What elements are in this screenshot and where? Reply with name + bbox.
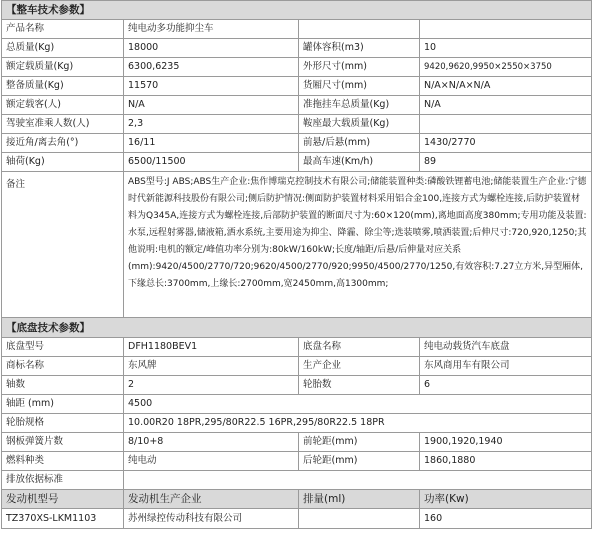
field-label: 排放依据标准 bbox=[2, 471, 124, 490]
field-value: 18000 bbox=[124, 39, 299, 58]
field-label: 轮胎数 bbox=[299, 376, 420, 395]
remarks-text: ABS型号:J ABS;ABS生产企业:焦作博瑞克控制技术有限公司;储能装置种类:磷酸铁锂蓄电池;储能装置生产企业:宁德时代新能源科技股份有限公司;侧后防护情况:侧面防护装置材料采用铝合金100,连接方式为螺栓连接,后防护装置材料为Q345A,连接方式为螺栓连接,后部防护装置的断面尺寸为:60×120(mm),离地面高度380mm;专用功能及装置:水泵,远程射雾器,储液箱,洒水系统,主要用途为抑尘、降霾、除尘等;选装喷雾,喷洒装置;后伸尺寸:720,920,1250;其他说明:电机的额定/峰值功率分别为:80kW/160kW;长度/轴距/后悬/后伸量对应关系(mm):9420/4500/2770/720;9620/4500/2770/920;9950/4500/2770/1250,有效容积:7.27立方米,异型厢体,下缘总长:3700mm,上缘长:2700mm,宽2450mm,高1300mm; bbox=[124, 172, 592, 318]
table-row bbox=[2, 357, 592, 376]
field-label: 生产企业 bbox=[299, 357, 420, 376]
field-value: 东风商用车有限公司 bbox=[420, 357, 592, 376]
engine-displacement bbox=[299, 509, 420, 529]
field-label: 底盘型号 bbox=[2, 338, 124, 357]
field-value: 4500 bbox=[124, 395, 592, 414]
field-label: 燃料种类 bbox=[2, 452, 124, 471]
field-label: 前悬/后悬(mm) bbox=[299, 134, 420, 153]
field-label: 底盘名称 bbox=[299, 338, 420, 357]
field-value: 2,3 bbox=[124, 115, 299, 134]
field-value bbox=[124, 471, 592, 490]
section-header-vehicle bbox=[2, 1, 592, 20]
table-row bbox=[2, 433, 592, 452]
column-header: 功率(Kw) bbox=[420, 490, 592, 509]
table-row bbox=[2, 414, 592, 433]
field-label: 轴距 (mm) bbox=[2, 395, 124, 414]
table-row bbox=[2, 134, 592, 153]
table-row bbox=[2, 376, 592, 395]
table-row bbox=[2, 509, 592, 529]
field-label: 准拖挂车总质量(Kg) bbox=[299, 96, 420, 115]
field-label: 后轮距(mm) bbox=[299, 452, 420, 471]
table-row bbox=[2, 471, 592, 490]
vehicle-spec-table bbox=[1, 0, 592, 529]
table-row bbox=[2, 395, 592, 414]
field-label: 轮胎规格 bbox=[2, 414, 124, 433]
field-value: 11570 bbox=[124, 77, 299, 96]
field-value: 10.00R20 18PR,295/80R22.5 16PR,295/80R22.5 18PR bbox=[124, 414, 592, 433]
field-value: N/A×N/A×N/A bbox=[420, 77, 592, 96]
field-label: 商标名称 bbox=[2, 357, 124, 376]
engine-manufacturer: 苏州绿控传动科技有限公司 bbox=[124, 509, 299, 529]
field-label: 前轮距(mm) bbox=[299, 433, 420, 452]
engine-power: 160 bbox=[420, 509, 592, 529]
field-value: 1430/2770 bbox=[420, 134, 592, 153]
field-label: 接近角/离去角(°) bbox=[2, 134, 124, 153]
table-row bbox=[2, 115, 592, 134]
engine-model: TZ370XS-LKM1103 bbox=[2, 509, 124, 529]
field-label: 产品名称 bbox=[2, 20, 124, 39]
field-label: 外形尺寸(mm) bbox=[299, 58, 420, 77]
field-value: 2 bbox=[124, 376, 299, 395]
field-value: 8/10+8 bbox=[124, 433, 299, 452]
table-row bbox=[2, 20, 592, 39]
field-value: N/A bbox=[124, 96, 299, 115]
field-label: 钢板弹簧片数 bbox=[2, 433, 124, 452]
field-label: 整备质量(Kg) bbox=[2, 77, 124, 96]
field-label: 轴荷(Kg) bbox=[2, 153, 124, 172]
table-row bbox=[2, 96, 592, 115]
field-value: N/A bbox=[420, 96, 592, 115]
field-value: 16/11 bbox=[124, 134, 299, 153]
engine-header-row bbox=[2, 490, 592, 509]
remarks-label: 备注 bbox=[2, 172, 124, 318]
field-label: 额定载客(人) bbox=[2, 96, 124, 115]
table-row bbox=[2, 153, 592, 172]
field-value: 10 bbox=[420, 39, 592, 58]
field-value: 纯电动 bbox=[124, 452, 299, 471]
field-label: 额定载质量(Kg) bbox=[2, 58, 124, 77]
field-label: 罐体容积(m3) bbox=[299, 39, 420, 58]
field-label: 驾驶室准乘人数(人) bbox=[2, 115, 124, 134]
table-row bbox=[2, 77, 592, 96]
column-header: 发动机型号 bbox=[2, 490, 124, 509]
section-title: 【底盘技术参数】 bbox=[6, 321, 90, 334]
table-row bbox=[2, 58, 592, 77]
field-value: 6 bbox=[420, 376, 592, 395]
field-value: 6500/11500 bbox=[124, 153, 299, 172]
field-label: 最高车速(Km/h) bbox=[299, 153, 420, 172]
field-value: 1900,1920,1940 bbox=[420, 433, 592, 452]
field-label: 鞍座最大载质量(Kg) bbox=[299, 115, 420, 134]
table-row bbox=[2, 39, 592, 58]
table-row bbox=[2, 452, 592, 471]
field-value: 89 bbox=[420, 153, 592, 172]
field-label: 轴数 bbox=[2, 376, 124, 395]
column-header: 发动机生产企业 bbox=[124, 490, 299, 509]
field-value bbox=[420, 115, 592, 134]
field-value: 纯电动载货汽车底盘 bbox=[420, 338, 592, 357]
column-header: 排量(ml) bbox=[299, 490, 420, 509]
field-value: 6300,6235 bbox=[124, 58, 299, 77]
field-label: 总质量(Kg) bbox=[2, 39, 124, 58]
field-label bbox=[299, 20, 420, 39]
field-value bbox=[420, 20, 592, 39]
section-title: 【整车技术参数】 bbox=[6, 4, 90, 16]
field-value: 纯电动多功能抑尘车 bbox=[124, 20, 299, 39]
remarks-row bbox=[2, 172, 592, 318]
field-value: 9420,9620,9950×2550×3750 bbox=[420, 58, 592, 77]
field-value: 1860,1880 bbox=[420, 452, 592, 471]
section-header-chassis bbox=[2, 318, 592, 338]
table-row bbox=[2, 338, 592, 357]
field-value: DFH1180BEV1 bbox=[124, 338, 299, 357]
field-label: 货厢尺寸(mm) bbox=[299, 77, 420, 96]
field-value: 东风牌 bbox=[124, 357, 299, 376]
